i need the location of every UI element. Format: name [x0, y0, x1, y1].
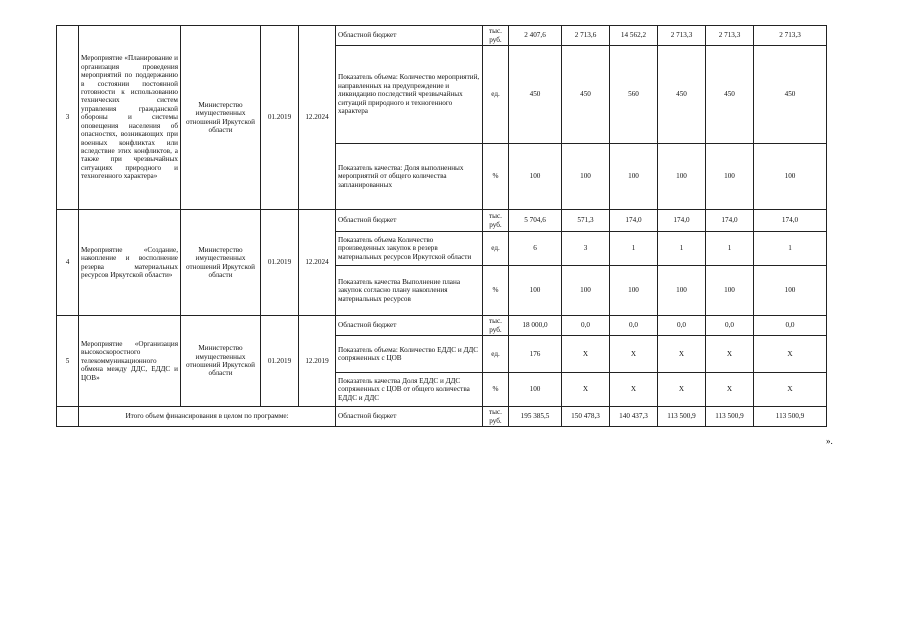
value-cell: 450 [706, 46, 754, 144]
value-cell: X [562, 336, 610, 373]
value-cell: 1 [706, 232, 754, 266]
unit: тыс. руб. [483, 316, 509, 336]
value-cell: X [658, 336, 706, 373]
closing-quote: ». [826, 436, 833, 446]
indicator: Областной бюджет [336, 316, 483, 336]
total-unit: тыс. руб. [483, 407, 509, 427]
value-cell: 1 [754, 232, 827, 266]
value-cell: 0,0 [562, 316, 610, 336]
value-cell: 100 [658, 144, 706, 210]
indicator: Областной бюджет [336, 26, 483, 46]
value-cell: 2 713,3 [706, 26, 754, 46]
indicator: Показатель качества Доля ЕДДС и ДДС сопряженных с ЦОВ от общего количества ЕДДС и ДДС [336, 373, 483, 407]
value-cell: 2 713,3 [754, 26, 827, 46]
activity-name: Мероприятие «Организация высокоскоростного телекоммуникационного обмена между ДДС, ЕДДС и ЦОВ» [79, 316, 181, 407]
value-cell: 560 [610, 46, 658, 144]
value-cell: 100 [509, 144, 562, 210]
total-label: Итого объем финансирования в целом по программе: [79, 407, 336, 427]
unit: тыс. руб. [483, 26, 509, 46]
row-number: 5 [57, 316, 79, 407]
end-date: 12.2024 [299, 210, 336, 316]
unit: ед. [483, 336, 509, 373]
end-date: 12.2019 [299, 316, 336, 407]
executor: Министерство имущественных отношений Иркутской области [181, 26, 261, 210]
indicator: Показатель объема Количество произведенных закупок в резерв материальных ресурсов Иркутской области [336, 232, 483, 266]
total-value: 195 385,5 [509, 407, 562, 427]
value-cell: 2 713,6 [562, 26, 610, 46]
value-cell: 174,0 [658, 210, 706, 232]
total-value: 113 500,9 [754, 407, 827, 427]
start-date: 01.2019 [261, 26, 299, 210]
value-cell: X [754, 373, 827, 407]
value-cell: X [706, 373, 754, 407]
value-cell: 100 [610, 266, 658, 316]
value-cell: 450 [754, 46, 827, 144]
value-cell: 176 [509, 336, 562, 373]
table-row [57, 26, 827, 46]
value-cell: 100 [509, 373, 562, 407]
executor: Министерство имущественных отношений Иркутской области [181, 316, 261, 407]
total-value: 113 500,9 [706, 407, 754, 427]
table-row [57, 210, 827, 232]
value-cell: 0,0 [706, 316, 754, 336]
value-cell: 1 [610, 232, 658, 266]
value-cell: X [706, 336, 754, 373]
value-cell: 100 [562, 144, 610, 210]
row-number: 3 [57, 26, 79, 210]
row-number: 4 [57, 210, 79, 316]
value-cell: 2 407,6 [509, 26, 562, 46]
value-cell: 0,0 [610, 316, 658, 336]
executor: Министерство имущественных отношений Иркутской области [181, 210, 261, 316]
value-cell: 100 [754, 144, 827, 210]
value-cell: X [610, 336, 658, 373]
unit: ед. [483, 232, 509, 266]
value-cell: 18 000,0 [509, 316, 562, 336]
value-cell: 450 [658, 46, 706, 144]
total-value: 140 437,3 [610, 407, 658, 427]
total-indicator: Областной бюджет [336, 407, 483, 427]
value-cell: X [562, 373, 610, 407]
indicator: Показатель объема: Количество мероприятий, направленных на предупреждение и ликвидацию последствий чрезвычайных ситуаций природного и техногенного характера [336, 46, 483, 144]
total-value: 113 500,9 [658, 407, 706, 427]
indicator: Областной бюджет [336, 210, 483, 232]
value-cell: 450 [562, 46, 610, 144]
value-cell: 174,0 [610, 210, 658, 232]
value-cell: 571,3 [562, 210, 610, 232]
table-body [57, 26, 827, 427]
indicator: Показатель качества: Доля выполненных мероприятий от общего количества запланированных [336, 144, 483, 210]
start-date: 01.2019 [261, 316, 299, 407]
unit: ед. [483, 46, 509, 144]
value-cell: 14 562,2 [610, 26, 658, 46]
total-row [57, 407, 827, 427]
activity-name: Мероприятие «Планирование и организация проведения мероприятий по поддержанию в состоянии постоянной готовности к использованию технических систем управления гражданской обороны и системы оповещения населения об опасностях, возникающих при военных конфликтах или вследствие этих конфликтов, а также при чрезвычайных ситуациях природного и техногенного характера» [79, 26, 181, 210]
program-table [56, 25, 827, 427]
value-cell: 100 [706, 144, 754, 210]
unit: тыс. руб. [483, 210, 509, 232]
unit: % [483, 266, 509, 316]
value-cell: 0,0 [658, 316, 706, 336]
unit: % [483, 373, 509, 407]
start-date: 01.2019 [261, 210, 299, 316]
value-cell: 1 [658, 232, 706, 266]
value-cell: 100 [562, 266, 610, 316]
value-cell: 0,0 [754, 316, 827, 336]
value-cell: 450 [509, 46, 562, 144]
value-cell: 100 [754, 266, 827, 316]
value-cell: 5 704,6 [509, 210, 562, 232]
indicator: Показатель объема: Количество ЕДДС и ДДС сопряженных с ЦОВ [336, 336, 483, 373]
value-cell: 100 [509, 266, 562, 316]
value-cell: 174,0 [706, 210, 754, 232]
value-cell: 100 [706, 266, 754, 316]
value-cell: 6 [509, 232, 562, 266]
value-cell: X [754, 336, 827, 373]
value-cell: 174,0 [754, 210, 827, 232]
value-cell: X [658, 373, 706, 407]
end-date: 12.2024 [299, 26, 336, 210]
unit: % [483, 144, 509, 210]
value-cell: 3 [562, 232, 610, 266]
indicator: Показатель качества Выполнение плана закупок согласно плану накопления материальных ресурсов [336, 266, 483, 316]
table-row [57, 316, 827, 336]
activity-name: Мероприятие «Создание, накопление и восполнение резерва материальных ресурсов Иркутской области» [79, 210, 181, 316]
total-value: 150 478,3 [562, 407, 610, 427]
value-cell: X [610, 373, 658, 407]
value-cell: 100 [610, 144, 658, 210]
value-cell: 2 713,3 [658, 26, 706, 46]
value-cell: 100 [658, 266, 706, 316]
total-blank [57, 407, 79, 427]
